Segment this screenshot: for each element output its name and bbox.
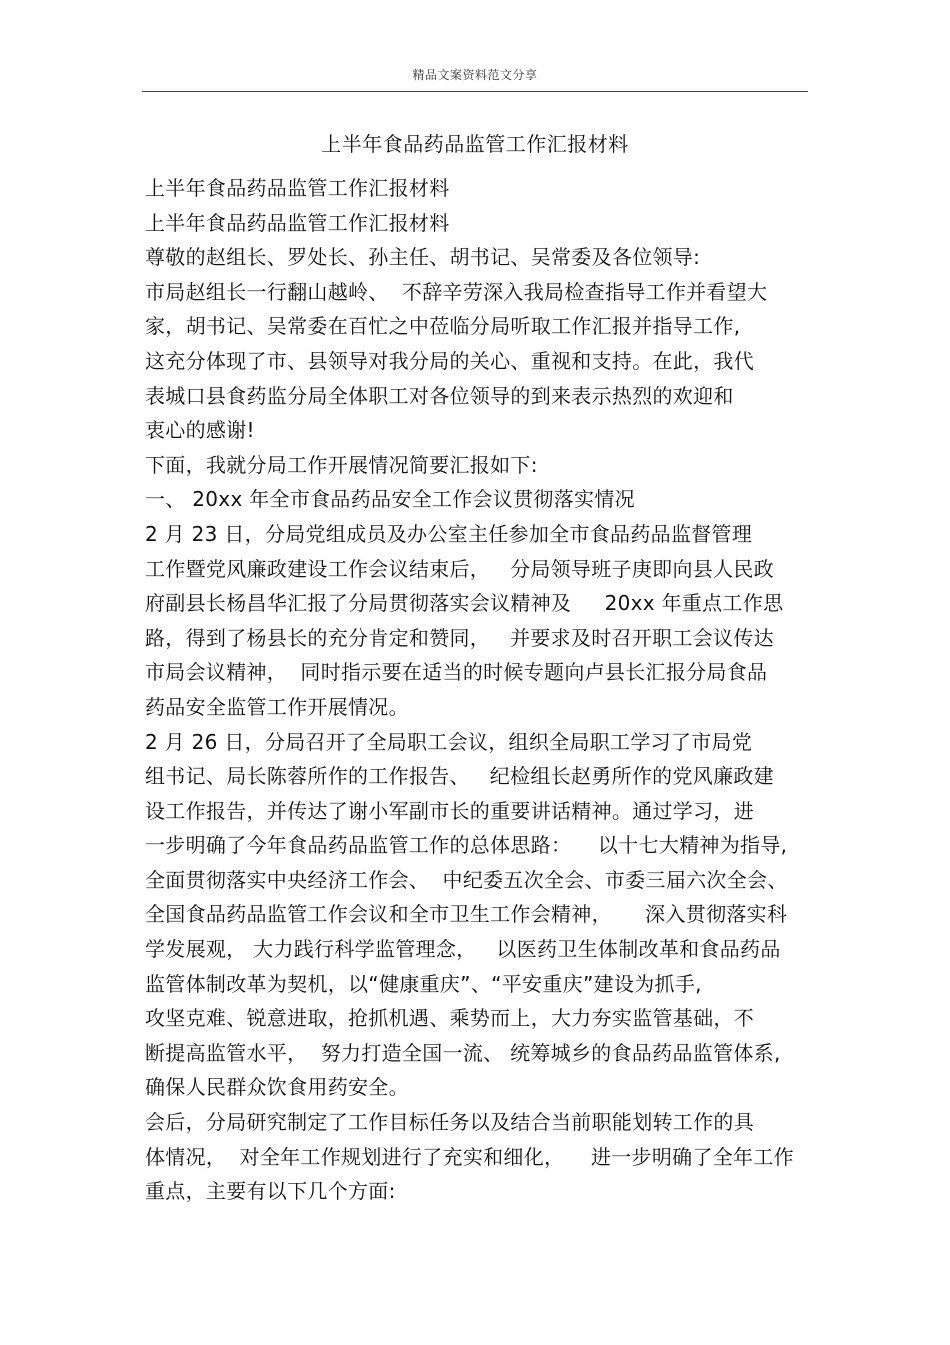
text-line: 下面，我就分局工作开展情况简要汇报如下: [145, 452, 538, 477]
header-divider [142, 91, 808, 92]
text-line: 监管体制改革为契机，以“健康重庆”、“平安重庆”建设为抓手, [145, 971, 702, 996]
text-line: 断提高监管水平， 努力打造全国一流、 统筹城乡的食品药品监管体系, [145, 1040, 781, 1065]
text-line: 设工作报告，并传达了谢小军副市长的重要讲话精神。通过学习，进 [145, 798, 754, 823]
text-line: 路，得到了杨县长的充分肯定和赞同， 并要求及时召开职工会议传达 [145, 625, 774, 650]
text-line: 全面贯彻落实中央经济工作会、 中纪委五次全会、市委三届六次全会、 [145, 867, 788, 892]
text-line: 上半年食品药品监管工作汇报材料 [145, 210, 450, 235]
text-line: 市局赵组长一行翻山越岭、 不辞辛劳深入我局检查指导工作并看望大 [145, 279, 768, 304]
text-line: 上半年食品药品监管工作汇报材料 [145, 176, 450, 200]
document-body [145, 171, 815, 1209]
text-line: 组书记、局长陈蓉所作的工作报告、 纪检组长赵勇所作的党风廉政建 [145, 764, 774, 789]
page-header: 精品文案资料范文分享 [412, 68, 538, 82]
text-line: 药品安全监管工作开展情况。 [145, 694, 409, 719]
text-line: 确保人民群众饮食用药安全。 [145, 1075, 409, 1100]
text-line: 2 月 23 日，分局党组成员及办公室主任参加全市食品药品监督管理 [145, 521, 753, 546]
text-line: 重点，主要有以下几个方面: [145, 1179, 396, 1204]
text-line: 攻坚克难、锐意进取，抢抓机遇、乘势而上，大力夯实监管基础，不 [145, 1006, 754, 1031]
text-line: 体情况， 对全年工作规划进行了充实和细化， 进一步明确了全年工作 [145, 1144, 794, 1169]
text-line: 2 月 26 日，分局召开了全局职工会议，组织全局职工学习了市局党 [145, 729, 753, 754]
text-line: 学发展观， 大力践行科学监管理念， 以医药卫生体制改革和食品药品 [145, 937, 781, 962]
text-line: 会后，分局研究制定了工作目标任务以及结合当前职能划转工作的具 [145, 1110, 754, 1135]
text-line: 全国食品药品监管工作会议和全市卫生工作会精神， 深入贯彻落实科 [145, 902, 788, 927]
text-line: 这充分体现了市、县领导对我分局的关心、重视和支持。在此，我代 [145, 348, 754, 373]
text-line: 府副县长杨昌华汇报了分局贯彻落实会议精神及 20xx 年重点工作思 [145, 591, 784, 616]
document-title: 上半年食品药品监管工作汇报材料 [321, 132, 629, 156]
text-line: 市局会议精神， 同时指示要在适当的时候专题向卢县长汇报分局食品 [145, 660, 768, 685]
text-line: 表城口县食药监分局全体职工对各位领导的到来表示热烈的欢迎和 [145, 383, 734, 408]
text-line: 衷心的感谢! [145, 418, 255, 443]
text-line: 一、 20xx 年全市食品药品安全工作会议贯彻落实情况 [145, 487, 635, 512]
text-line: 尊敬的赵组长、罗处长、孙主任、胡书记、吴常委及各位领导: [145, 245, 701, 270]
text-line: 工作暨党风廉政建设工作会议结束后， 分局领导班子庚即向县人民政 [145, 556, 774, 581]
text-line: 一步明确了今年食品药品监管工作的总体思路： 以十七大精神为指导, [145, 833, 788, 858]
text-line: 家，胡书记、吴常委在百忙之中莅临分局听取工作汇报并指导工作, [145, 314, 741, 339]
